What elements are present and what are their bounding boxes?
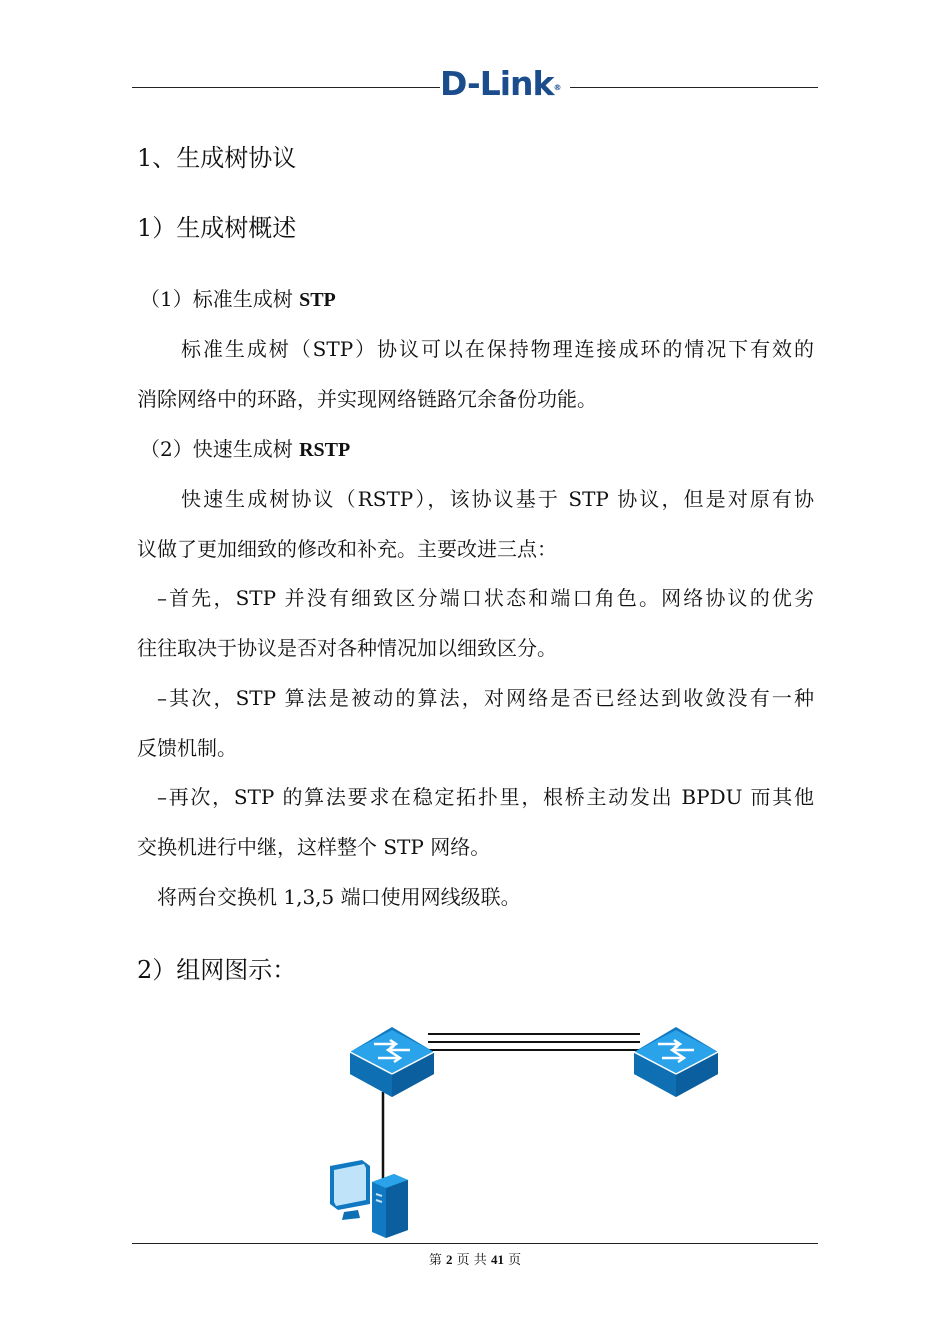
footer-rule (132, 1243, 818, 1244)
rstp-heading: （2）快速生成树 RSTP (140, 437, 351, 461)
point-1-line-2: 往往取决于协议是否对各种情况加以细致区分。 (137, 636, 557, 660)
page-footer: 第 2 页 共 41 页 (428, 1252, 522, 1268)
stp-paragraph-line-2: 消除网络中的环路，并实现网络链路冗余备份功能。 (137, 387, 597, 411)
switch-a-icon (350, 1027, 434, 1097)
point-1-line-1: –首先，STP 并没有细致区分端口状态和端口角色。网络协议的优劣 (157, 586, 814, 610)
point-2-line-2: 反馈机制。 (137, 736, 237, 760)
cascade-note: 将两台交换机 1,3,5 端口使用网线级联。 (157, 885, 521, 909)
rstp-paragraph-line-1: 快速生成树协议（RSTP），该协议基于 STP 协议，但是对原有协 (181, 487, 814, 511)
rstp-paragraph-line-2: 议做了更加细致的修改和补充。主要改进三点： (137, 537, 557, 561)
switch-b-icon (634, 1027, 718, 1097)
section-1-title: 1、生成树协议 (137, 144, 297, 172)
section-1-1-title: 1）生成树概述 (137, 214, 297, 242)
stp-paragraph-line-1: 标准生成树（STP）协议可以在保持物理连接成环的情况下有效的 (181, 337, 814, 361)
point-3-line-2: 交换机进行中继，这样整个 STP 网络。 (137, 835, 491, 859)
network-diagram (320, 1010, 740, 1242)
stp-heading: （1）标准生成树 STP (140, 287, 336, 311)
point-3-line-1: –再次，STP 的算法要求在稳定拓扑里，根桥主动发出 BPDU 而其他 (157, 785, 814, 809)
section-2-title: 2）组网图示： (137, 956, 297, 984)
pc-icon (330, 1160, 408, 1238)
dlink-logo: D-Link® (440, 66, 570, 102)
point-2-line-1: –其次，STP 算法是被动的算法，对网络是否已经达到收敛没有一种 (157, 686, 814, 710)
